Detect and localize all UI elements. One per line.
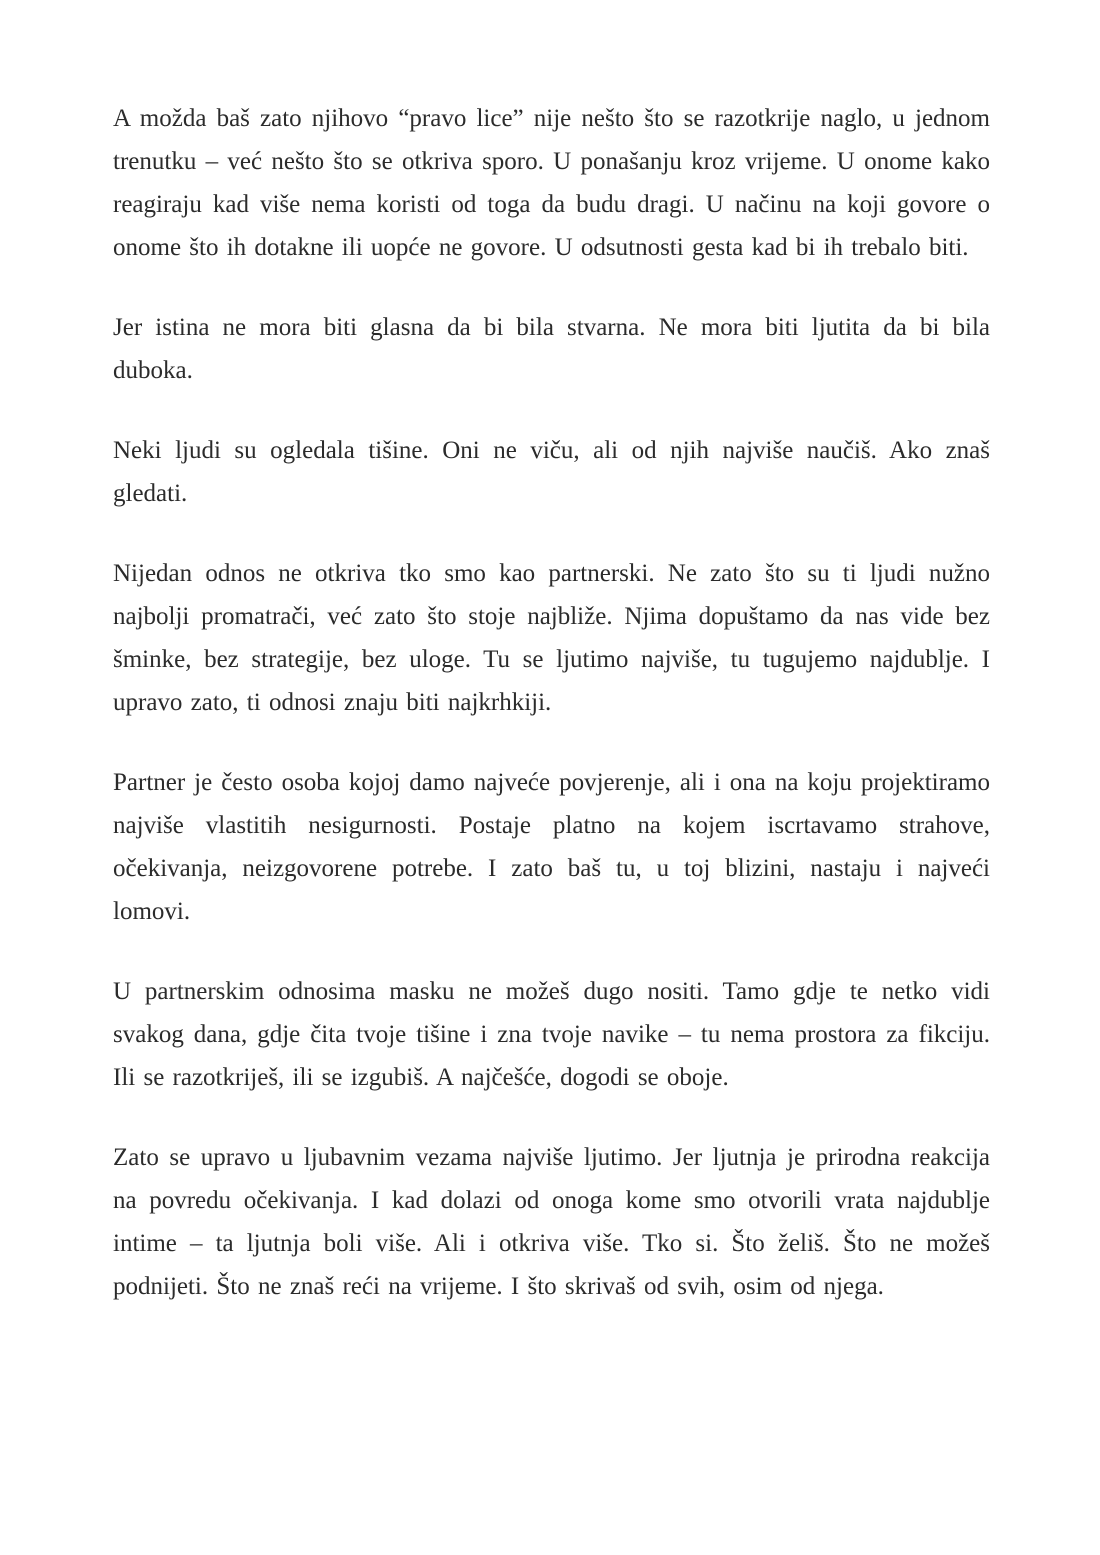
paragraph-5: Partner je često osoba kojoj damo najveće povjerenje, ali i ona na koju projektiramo najviše vlastitih nesigurnosti. Postaje platno na kojem iscrtavamo strahove, očekivanja, neizgovorene potrebe. I zato baš tu, u toj blizini, nastaju i najveći lomovi. bbox=[113, 769, 990, 925]
paragraph-4: Nijedan odnos ne otkriva tko smo kao partnerski. Ne zato što su ti ljudi nužno najbolji promatrači, već zato što stoje najbliže. Njima dopuštamo da nas vide bez šminke, bez strategije, bez uloge. Tu se ljutimo najviše, tu tugujemo najdublje. I upravo zato, ti odnosi znaju biti najkrhkiji. bbox=[113, 560, 990, 716]
paragraph-2: Jer istina ne mora biti glasna da bi bila stvarna. Ne mora biti ljutita da bi bila duboka. bbox=[113, 314, 990, 384]
paragraph-1: A možda baš zato njihovo “pravo lice” nije nešto što se razotkrije naglo, u jednom trenutku – već nešto što se otkriva sporo. U ponašanju kroz vrijeme. U onome kako reagiraju kad više nema koristi od toga da budu dragi. U načinu na koji govore o onome što ih dotakne ili uopće ne govore. U odsutnosti gesta kad bi ih trebalo biti. bbox=[113, 105, 990, 261]
paragraph-7: Zato se upravo u ljubavnim vezama najviše ljutimo. Jer ljutnja je prirodna reakcija na povredu očekivanja. I kad dolazi od onoga kome smo otvorili vrata najdublje intime – ta ljutnja boli više. Ali i otkriva više. Tko si. Što želiš. Što ne možeš podnijeti. Što ne znaš reći na vrijeme. I što skrivaš od svih, osim od njega. bbox=[113, 1144, 990, 1300]
paragraph-6: U partnerskim odnosima masku ne možeš dugo nositi. Tamo gdje te netko vidi svakog dana, gdje čita tvoje tišine i zna tvoje navike – tu nema prostora za fikciju. Ili se razotkriješ, ili se izgubiš. A najčešće, dogodi se oboje. bbox=[113, 978, 990, 1091]
paragraph-3: Neki ljudi su ogledala tišine. Oni ne viču, ali od njih najviše naučiš. Ako znaš gledati. bbox=[113, 437, 990, 507]
